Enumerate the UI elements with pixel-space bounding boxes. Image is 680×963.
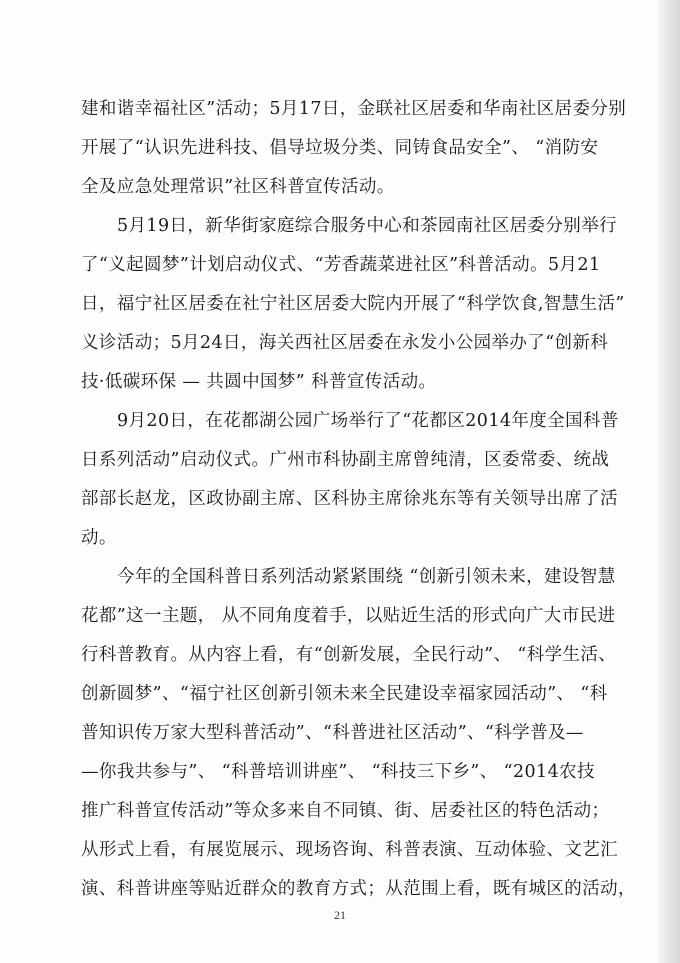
text-line-19: 推广科普宣传活动”等众多来自不同镇、街、居委社区的特色活动；	[81, 801, 610, 821]
text-line-1: 建和谐幸福社区”活动；5月17日，金联社区居委和华南社区居委分别	[81, 99, 627, 119]
text-line-4: 5月19日，新华街家庭综合服务中心和茶园南社区居委分别举行	[117, 216, 617, 236]
text-line-13: 今年的全国科普日系列活动紧紧围绕 “创新引领未来，建设智慧	[117, 567, 616, 587]
text-line-7: 义诊活动；5月24日，海关西社区居委在永发小公园举办了“创新科	[81, 333, 609, 353]
text-line-14: 花都”这一主题， 从不同角度着手，以贴近生活的形式向广大市民进	[81, 606, 616, 626]
text-line-2: 开展了“认识先进科技、倡导垃圾分类、同铸食品安全”、 “消防安	[81, 138, 599, 158]
text-line-3: 全及应急处理常识”社区科普宣传活动。	[81, 177, 395, 197]
text-line-8: 技·低碳环保 — 共圆中国梦” 科普宣传活动。	[81, 372, 437, 392]
text-line-18: —你我共参与”、 “科普培训讲座”、 “科技三下乡”、 “2014农技	[81, 762, 595, 782]
page-number: 21	[334, 908, 346, 922]
text-line-6: 日，福宁社区居委在社宁社区居委大院内开展了“科学饮食,智慧生活”	[81, 294, 625, 314]
text-line-5: 了“义起圆梦”计划启动仪式、“芳香蔬菜进社区”科普活动。5月21	[81, 255, 601, 275]
text-line-11: 部部长赵龙，区政协副主席、区科协主席徐兆东等有关领导出席了活	[81, 489, 618, 509]
text-line-9: 9月20日，在花都湖公园广场举行了“花都区2014年度全国科普	[117, 411, 619, 431]
text-line-20: 从形式上看，有展览展示、现场咨询、科普表演、互动体验、文艺汇	[81, 840, 618, 860]
text-line-12: 动。	[81, 528, 117, 548]
scan-edge	[658, 0, 680, 963]
text-line-16: 创新圆梦”、“福宁社区创新引领未来全民建设幸福家园活动”、 “科	[81, 684, 608, 704]
text-line-15: 行科普教育。从内容上看，有“创新发展，全民行动”、 “科学生活、	[81, 645, 617, 665]
text-line-10: 日系列活动”启动仪式。广州市科协副主席曾纯清，区委常委、统战	[81, 450, 610, 470]
text-line-21: 演、科普讲座等贴近群众的教育方式；从范围上看，既有城区的活动，	[81, 879, 636, 899]
text-line-17: 普知识传万家大型科普活动”、“科普进社区活动”、“科学普及—	[81, 723, 584, 743]
